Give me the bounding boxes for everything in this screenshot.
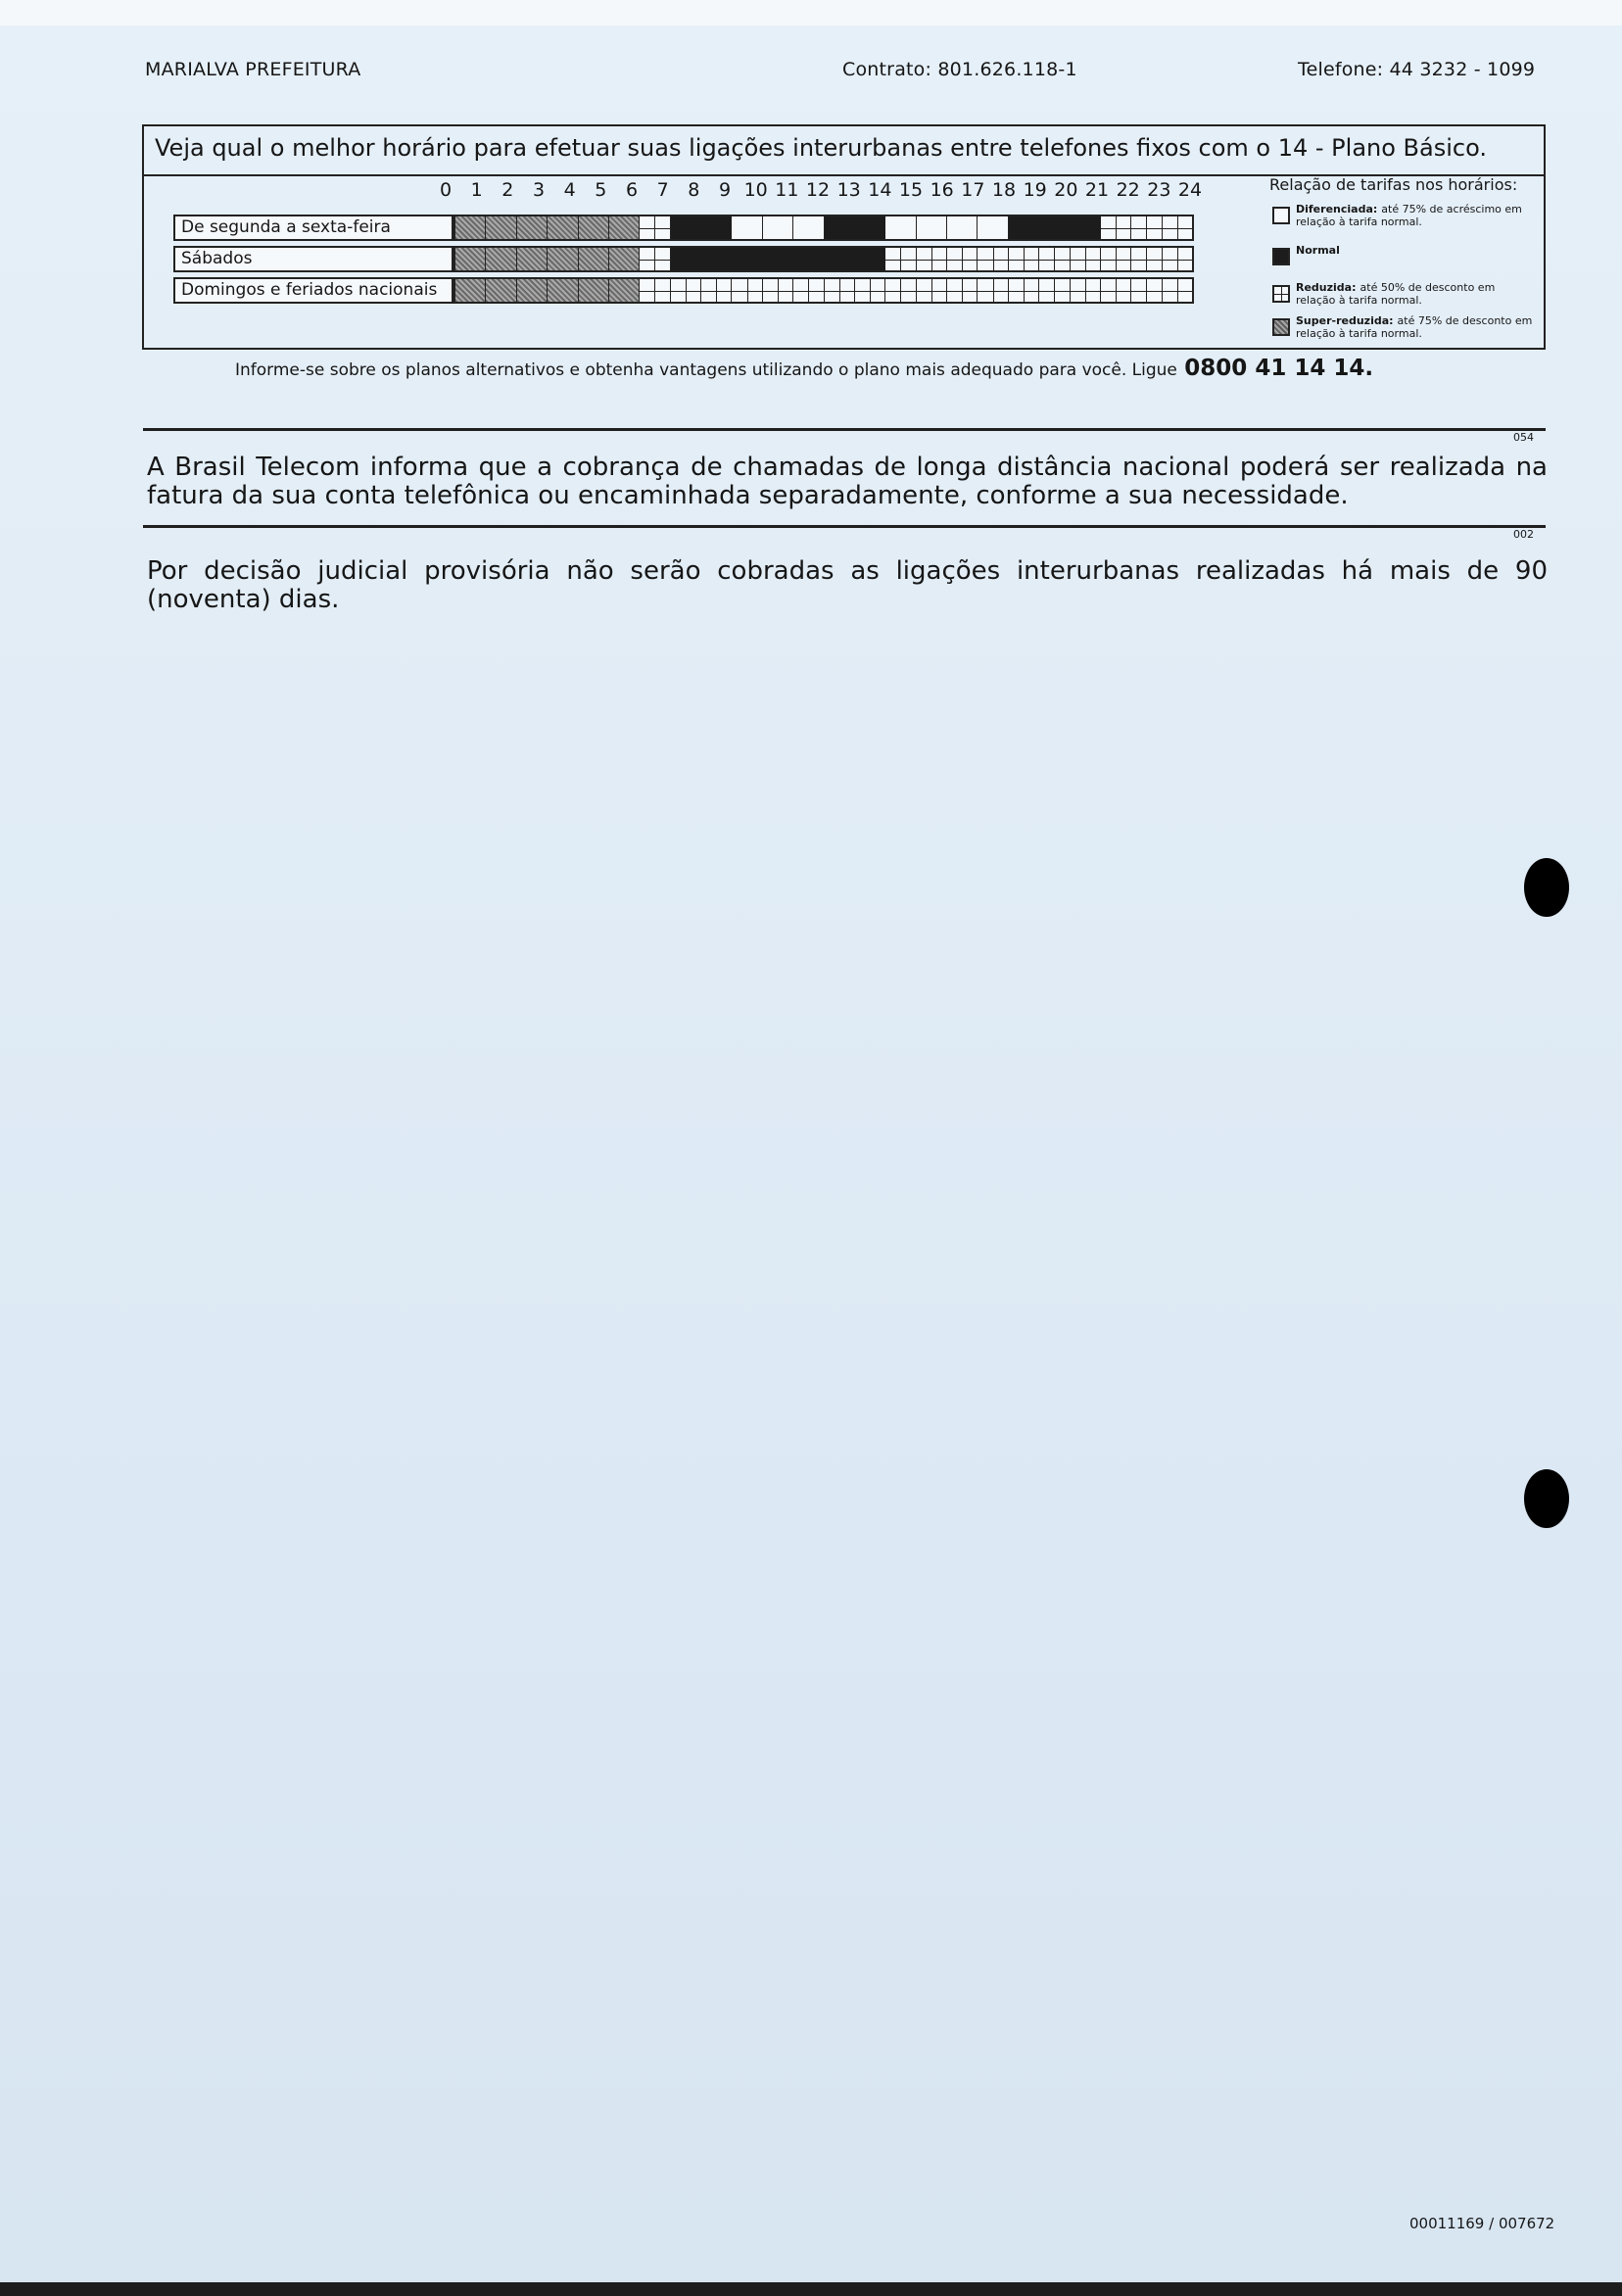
tariff-row	[453, 277, 1194, 304]
legend-icon-normal	[1272, 248, 1290, 265]
hour-label: 4	[563, 179, 576, 201]
hour-cell-dif	[763, 216, 793, 239]
hour-cell-super	[579, 216, 609, 239]
tariff-row	[453, 246, 1194, 272]
hour-label: 22	[1116, 179, 1140, 201]
section-rule	[143, 525, 1546, 528]
hour-cell-red	[640, 279, 670, 302]
hour-cell-super	[455, 216, 486, 239]
hour-cell-super	[609, 279, 640, 302]
hour-label: 16	[930, 179, 954, 201]
hour-cell-red	[885, 248, 916, 270]
hour-cell-red	[640, 248, 670, 270]
hour-cell-red	[947, 279, 978, 302]
info-line	[235, 356, 1373, 381]
hour-cell-normal	[825, 216, 855, 239]
hour-cell-red	[1101, 216, 1131, 239]
legend-item	[1296, 203, 1537, 228]
hour-cell-red	[732, 279, 762, 302]
hour-label: 18	[991, 179, 1017, 201]
legend-item-name: Normal	[1296, 244, 1340, 257]
hour-cell-super	[517, 248, 548, 270]
hour-label: 2	[501, 179, 514, 201]
hour-cell-normal	[1071, 216, 1101, 239]
hour-label: 11	[775, 179, 799, 201]
hour-label: 21	[1084, 179, 1110, 201]
hour-cell-red	[1039, 279, 1070, 302]
company-name: MARIALVA PREFEITURA	[145, 59, 361, 80]
legend-item-name: Reduzida:	[1296, 281, 1357, 294]
hour-label: 6	[625, 179, 639, 201]
legend-item-desc: até 75% de acréscimo em relação à tarifa normal.	[1296, 203, 1522, 228]
hour-cell-super	[609, 216, 640, 239]
hour-cell-red	[1131, 216, 1162, 239]
hour-label: 14	[868, 179, 892, 201]
hour-cell-super	[579, 248, 609, 270]
hour-cell-red	[1009, 248, 1039, 270]
hour-label: 0	[439, 179, 453, 201]
hour-cell-normal	[701, 248, 732, 270]
row-label: Sábados	[173, 246, 453, 272]
hour-cell-dif	[793, 216, 824, 239]
legend-icon-super	[1272, 318, 1290, 336]
hour-cell-red	[1101, 279, 1131, 302]
legend-item	[1296, 281, 1537, 307]
section-rule	[143, 428, 1546, 431]
hour-cell-red	[917, 248, 947, 270]
hour-cell-normal	[825, 248, 855, 270]
hour-label: 7	[656, 179, 669, 201]
hour-cell-red	[917, 279, 947, 302]
hour-label: 12	[805, 179, 831, 201]
hour-cell-red	[763, 279, 793, 302]
hour-cell-red	[793, 279, 824, 302]
hour-cell-normal	[793, 248, 824, 270]
hour-cell-red	[640, 216, 670, 239]
hour-label: 9	[718, 179, 732, 201]
hour-cell-red	[1163, 216, 1192, 239]
hour-cell-dif	[947, 216, 978, 239]
tariff-box-title: Veja qual o melhor horário para efetuar suas ligações interurbanas entre telefones fixos com o 14 - Plano Básico.	[155, 134, 1487, 162]
hour-label: 24	[1177, 179, 1203, 201]
hour-cell-normal	[1039, 216, 1070, 239]
hour-cell-super	[548, 248, 578, 270]
hour-label: 8	[688, 179, 700, 201]
hour-label: 1	[470, 179, 483, 201]
section-code: 054	[1513, 431, 1534, 444]
hour-cell-super	[517, 279, 548, 302]
hour-cell-super	[548, 216, 578, 239]
hour-cell-normal	[763, 248, 793, 270]
hour-cell-red	[701, 279, 732, 302]
hour-cell-dif	[917, 216, 947, 239]
hour-label: 15	[898, 179, 924, 201]
hour-cell-super	[455, 279, 486, 302]
contract-number: Contrato: 801.626.118-1	[842, 59, 1077, 80]
hour-cell-red	[1131, 248, 1162, 270]
hour-cell-super	[486, 279, 516, 302]
hour-cell-normal	[732, 248, 762, 270]
hour-label: 5	[595, 179, 607, 201]
section-code: 002	[1513, 528, 1534, 541]
info-phone: 0800 41 14 14.	[1184, 356, 1374, 381]
hour-cell-red	[1071, 248, 1101, 270]
hour-label: 19	[1023, 179, 1047, 201]
legend-item-name: Diferenciada:	[1296, 203, 1378, 215]
hour-cell-super	[579, 279, 609, 302]
notice-paragraph: Por decisão judicial provisória não serão cobradas as ligações interurbanas realizadas há mais de 90 (noventa) dias.	[147, 556, 1548, 614]
hour-cell-super	[548, 279, 578, 302]
hour-cell-red	[978, 279, 1008, 302]
legend-item-name: Super-reduzida:	[1296, 314, 1394, 327]
hour-cell-dif	[885, 216, 916, 239]
legend-item	[1296, 314, 1537, 340]
legend-icon-dif	[1272, 207, 1290, 224]
hour-label: 20	[1054, 179, 1078, 201]
hour-cell-red	[978, 248, 1008, 270]
hour-label: 13	[836, 179, 861, 201]
hour-label: 3	[532, 179, 546, 201]
hour-cell-red	[671, 279, 701, 302]
hour-cell-red	[1071, 279, 1101, 302]
hour-cell-normal	[701, 216, 732, 239]
hour-cell-red	[1101, 248, 1131, 270]
hour-cell-normal	[855, 216, 885, 239]
row-label: Domingos e feriados nacionais	[173, 277, 453, 304]
tariff-row	[453, 215, 1194, 241]
top-edge	[0, 0, 1622, 25]
info-text: Informe-se sobre os planos alternativos e obtenha vantagens utilizando o plano mais adequado para você. Ligue	[235, 360, 1177, 380]
hour-label: 10	[743, 179, 768, 201]
punch-hole	[1524, 858, 1569, 917]
hour-cell-dif	[978, 216, 1008, 239]
hour-cell-super	[517, 216, 548, 239]
bottom-edge	[0, 2282, 1622, 2296]
hour-scale	[439, 175, 1203, 201]
hour-cell-dif	[732, 216, 762, 239]
hour-cell-red	[1163, 279, 1192, 302]
hour-cell-red	[855, 279, 885, 302]
notice-paragraph: A Brasil Telecom informa que a cobrança de chamadas de longa distância nacional poderá ser realizada na fatura da sua conta telefônica ou encaminhada separadamente, conforme a sua necessidade.	[147, 453, 1548, 510]
hour-cell-red	[1009, 279, 1039, 302]
hour-cell-normal	[671, 248, 701, 270]
phone-number: Telefone: 44 3232 - 1099	[1298, 59, 1536, 80]
legend-item-desc: até 50% de desconto em relação à tarifa normal.	[1296, 281, 1496, 307]
hour-cell-red	[947, 248, 978, 270]
hour-label: 23	[1147, 179, 1171, 201]
hour-cell-super	[486, 248, 516, 270]
legend-item	[1296, 244, 1537, 257]
hour-cell-normal	[1009, 216, 1039, 239]
footer-code: 00011169 / 007672	[1409, 2215, 1555, 2232]
hour-label: 17	[961, 179, 985, 201]
hour-cell-super	[609, 248, 640, 270]
hour-cell-red	[1039, 248, 1070, 270]
hour-cell-red	[825, 279, 855, 302]
hour-cell-red	[1131, 279, 1162, 302]
legend-icon-red	[1272, 285, 1290, 303]
hour-cell-red	[1163, 248, 1192, 270]
punch-hole	[1524, 1469, 1569, 1528]
legend-title: Relação de tarifas nos horários:	[1269, 175, 1518, 194]
hour-cell-red	[885, 279, 916, 302]
hour-cell-super	[486, 216, 516, 239]
tariff-schedule-box	[142, 124, 1546, 350]
hour-cell-super	[455, 248, 486, 270]
row-label: De segunda a sexta-feira	[173, 215, 453, 241]
hour-cell-normal	[671, 216, 701, 239]
legend-item-desc: até 75% de desconto em relação à tarifa normal.	[1296, 314, 1533, 340]
hour-cell-normal	[855, 248, 885, 270]
